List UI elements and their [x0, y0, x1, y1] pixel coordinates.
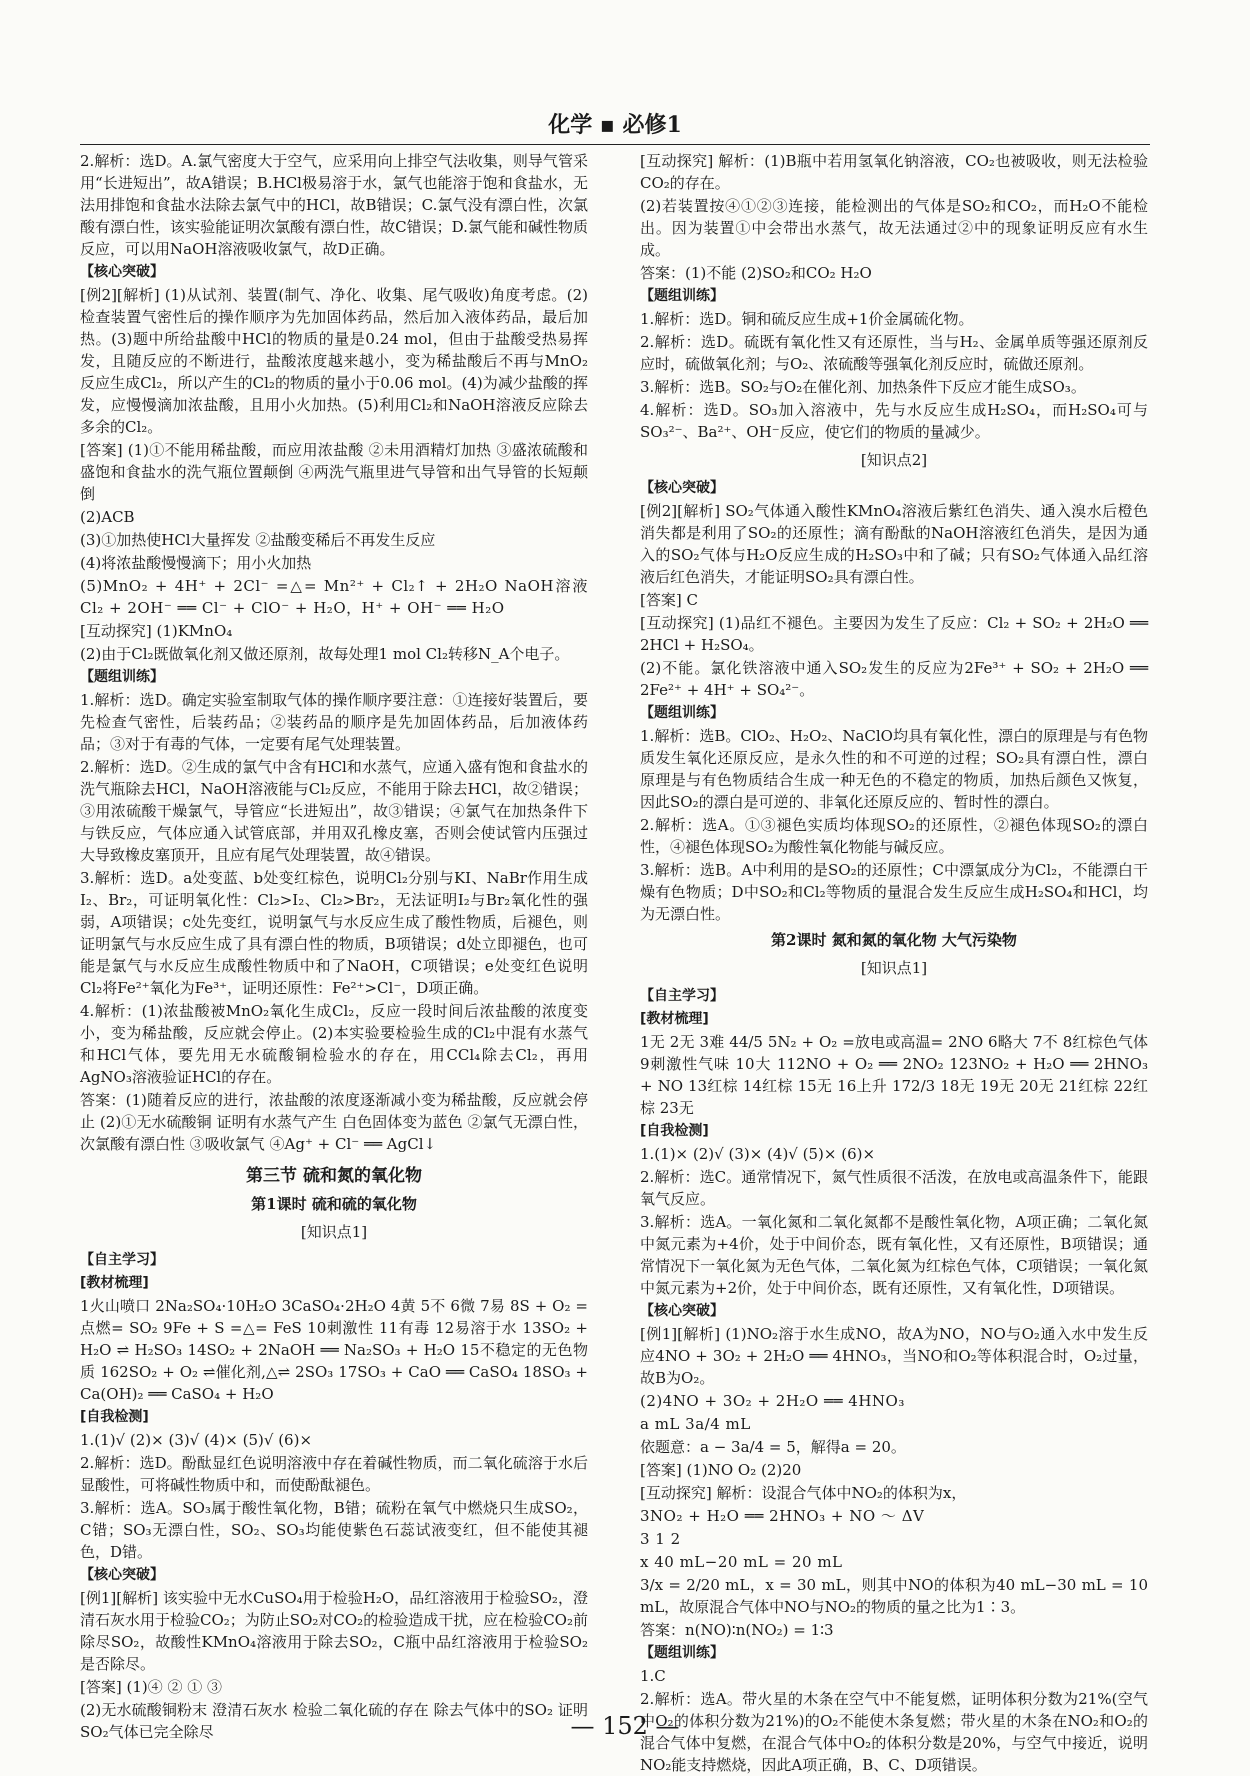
left-paragraph: 【自主学习】 [80, 1252, 164, 1268]
right-paragraph: (2)4NO + 3O₂ + 2H₂O ══ 4HNO₃ [640, 1392, 905, 1410]
left-paragraph: [互动探究] (1)KMnO₄ [80, 622, 233, 640]
left-paragraph: [例1][解析] 该实验中无水CuSO₄用于检验H₂O，品红溶液用于检验SO₂，澄清石灰水用于检验CO₂；为防止SO₂对CO₂的检验造成干扰，应在检验CO₂前除尽SO₂，故酸性KMnO₄溶液用于除去SO₂，C瓶中品红溶液用于检验SO₂是否除尽。 [80, 1589, 588, 1673]
right-paragraph: 2.解析：选D。硫既有氧化性又有还原性，当与H₂、金属单质等强还原剂反应时，硫做氧化剂；与O₂、浓硫酸等强氧化剂反应时，硫做还原剂。 [640, 333, 1148, 373]
right-paragraph: a mL 3a/4 mL [640, 1415, 751, 1433]
left-column [80, 150, 588, 1741]
right-paragraph: (2)若装置按④①②③连接，能检测出的气体是SO₂和CO₂，而H₂O不能检出。因为装置①中会带出水蒸气，故无法通过②中的现象证明反应有水生成。 [640, 197, 1148, 259]
right-paragraph: 【题组训练】 [640, 705, 724, 721]
right-paragraph: 1.C [640, 1667, 666, 1685]
right-paragraph: 3.解析：选B。SO₂与O₂在催化剂、加热条件下反应才能生成SO₃。 [640, 378, 1086, 396]
right-paragraph: [例2][解析] SO₂气体通入酸性KMnO₄溶液后紫红色消失、通入溴水后橙色消失都是利用了SO₂的还原性；滴有酚酞的NaOH溶液红色消失，是因为通入的SO₂气体与H₂O反应生成的H₂SO₃中和了碱；只有SO₂气体通入品红溶液后红色消失，才能证明SO₂具有漂白性。 [640, 502, 1148, 586]
left-paragraph: 【题组训练】 [80, 669, 164, 685]
right-paragraph: 2.解析：选A。带火星的木条在空气中不能复燃，证明体积分数为21%(空气中O₂的体积分数为21%)的O₂不能使木条复燃；带火星的木条在NO₂和O₂的混合气体中复燃，在混合气体中O₂的体积分数是20%，与空气中接近，说明NO₂能支持燃烧，因此A项正确，B、C、D项错误。 [640, 1690, 1148, 1774]
left-paragraph: (2)ACB [80, 508, 135, 526]
right-paragraph: [互动探究] (1)品红不褪色。主要因为发生了反应：Cl₂ + SO₂ + 2H₂O ══ 2HCl + H₂SO₄。 [640, 614, 1148, 654]
right-paragraph: 4.解析：选D。SO₃加入溶液中，先与水反应生成H₂SO₄，而H₂SO₄可与SO₃²⁻、Ba²⁺、OH⁻反应，使它们的物质的量减少。 [640, 401, 1148, 441]
right-paragraph: [知识点2] [860, 451, 928, 469]
right-paragraph: 1.解析：选B。ClO₂、H₂O₂、NaClO均具有氧化性，漂白的原理是与有色物质发生氧化还原反应，是永久性的和不可逆的过程；SO₂具有漂白性，漂白原理是与有色物质结合生成一种无色的不稳定的物质，加热后颜色又恢复，因此SO₂的漂白是可逆的、非氧化还原反应的、暂时性的漂白。 [640, 727, 1148, 811]
left-paragraph: 第1课时 硫和硫的氧化物 [251, 1195, 417, 1213]
left-paragraph: 2.解析：选D。酚酞显红色说明溶液中存在着碱性物质，而二氧化硫溶于水后显酸性，可将碱性物质中和，而使酚酞褪色。 [80, 1454, 588, 1494]
right-paragraph: 3.解析：选A。一氧化氮和二氧化氮都不是酸性氧化物，A项正确；二氧化氮中氮元素为+4价，处于中间价态，既有氧化性，又有还原性，B项错误；通常情况下一氧化氮为无色气体，二氧化氮为红棕色气体，C项错误；一氧化氮中氮元素为+2价，处于中间价态，既有还原性，又有氧化性，D项错误。 [640, 1213, 1148, 1297]
left-paragraph: (2)无水硫酸铜粉末 澄清石灰水 检验二氧化硫的存在 除去气体中的SO₂ 证明SO₂气体已完全除尽 [80, 1701, 588, 1741]
left-paragraph: (2)由于Cl₂既做氧化剂又做还原剂，故每处理1 mol Cl₂转移N_A个电子。 [80, 645, 570, 663]
right-paragraph: 1.(1)× (2)√ (3)× (4)√ (5)× (6)× [640, 1145, 876, 1163]
right-paragraph: 依题意：a − 3a/4 = 5，解得a = 20。 [640, 1438, 906, 1456]
right-paragraph: (2)不能。氯化铁溶液中通入SO₂发生的反应为2Fe³⁺ + SO₂ + 2H₂O ══ 2Fe²⁺ + 4H⁺ + SO₄²⁻。 [640, 659, 1148, 699]
left-paragraph: 答案：(1)随着反应的进行，浓盐酸的浓度逐渐减小变为稀盐酸，反应就会停止 (2)①无水硫酸铜 证明有水蒸气产生 白色固体变为蓝色 ②氯气无漂白性，次氯酸有漂白性 ③吸收氯气 ④Ag⁺ + Cl⁻ ══ AgCl↓ [80, 1091, 588, 1153]
page-number: — 152 — [570, 1712, 680, 1740]
left-paragraph: 1火山喷口 2Na₂SO₄·10H₂O 3CaSO₄·2H₂O 4黄 5不 6微 7易 8S + O₂ =点燃= SO₂ 9Fe + S =△= FeS 10刺激性 11有毒 12易溶于水 13SO₂ + H₂O ⇌ H₂SO₃ 14SO₂ + 2NaOH ══ Na₂SO₃ + H₂O 15不稳定的无色物质 162SO₂ + O₂ ⇌催化剂,△⇌ 2SO₃ 17SO₃ + CaO ══ CaSO₄ 18SO₃ + Ca(OH)₂ ══ CaSO₄ + H₂O [80, 1297, 588, 1403]
right-paragraph: [互动探究] 解析：(1)B瓶中若用氢氧化钠溶液，CO₂也被吸收，则无法检验CO₂的存在。 [640, 152, 1148, 192]
left-paragraph: [知识点1] [300, 1223, 368, 1241]
right-paragraph: 【核心突破】 [640, 480, 724, 496]
left-paragraph: [自我检测] [80, 1409, 149, 1425]
right-paragraph: 【题组训练】 [640, 1645, 724, 1661]
left-paragraph: 3.解析：选D。a处变蓝、b处变红棕色，说明Cl₂分别与KI、NaBr作用生成I₂、Br₂，可证明氧化性：Cl₂>I₂、Cl₂>Br₂，无法证明I₂与Br₂氧化性的强弱，A项错误；c处先变红，说明氯气与水反应生成了酸性物质，后褪色，则证明氯气与水反应生成了具有漂白性的物质，B项错误；d处立即褪色，也可能是氯气与水反应生成酸性物质中和了NaOH，C项错误；e处变红色说明Cl₂将Fe²⁺氧化为Fe³⁺，证明还原性：Fe²⁺>Cl⁻，D项正确。 [80, 869, 588, 997]
right-paragraph: 3NO₂ + H₂O ══ 2HNO₃ + NO ～ ΔV [640, 1507, 925, 1525]
right-paragraph: 3 1 2 [640, 1530, 681, 1548]
left-paragraph: (4)将浓盐酸慢慢滴下；用小火加热 [80, 554, 312, 572]
right-paragraph: 2.解析：选C。通常情况下，氮气性质很不活泼，在放电或高温条件下，能跟氧气反应。 [640, 1168, 1148, 1208]
right-paragraph: 答案：(1)不能 (2)SO₂和CO₂ H₂O [640, 264, 872, 282]
right-paragraph: 3.解析：选B。A中利用的是SO₂的还原性；C中漂氯成分为Cl₂，不能漂白干燥有色物质；D中SO₂和Cl₂等物质的量混合发生反应生成H₂SO₄和HCl，均为无漂白性。 [640, 861, 1148, 923]
page-header [80, 112, 1150, 142]
right-paragraph: [互动探究] 解析：设混合气体中NO₂的体积为x， [640, 1484, 967, 1502]
left-paragraph: [答案] (1)①不能用稀盐酸，而应用浓盐酸 ②未用酒精灯加热 ③盛浓硫酸和盛饱和食盐水的洗气瓶位置颠倒 ④两洗气瓶里进气导管和出气导管的长短颠倒 [80, 441, 588, 503]
left-paragraph: 2.解析：选D。A.氯气密度大于空气，应采用向上排空气法收集，则导气管采用“长进短出”，故A错误；B.HCl极易溶于水，氯气也能溶于饱和食盐水，无法用排饱和食盐水法除去氯气中的HCl，故B错误；C.氯气没有漂白性，次氯酸有漂白性，该实验能证明次氯酸有漂白性，故C错误；D.氯气能和碱性物质反应，可以用NaOH溶液吸收氯气，故D正确。 [80, 152, 588, 258]
right-paragraph: [答案] (1)NO O₂ (2)20 [640, 1461, 802, 1479]
right-paragraph: x 40 mL−20 mL = 20 mL [640, 1553, 843, 1571]
right-paragraph: 第2课时 氮和氮的氧化物 大气污染物 [771, 931, 1017, 949]
left-paragraph: 3.解析：选A。SO₃属于酸性氧化物，B错；硫粉在氧气中燃烧只生成SO₂，C错；SO₃无漂白性，SO₂、SO₃均能使紫色石蕊试液变红，但不能使其褪色，D错。 [80, 1499, 588, 1561]
left-paragraph: 【核心突破】 [80, 1567, 164, 1583]
left-paragraph: (3)①加热使HCl大量挥发 ②盐酸变稀后不再发生反应 [80, 531, 436, 549]
right-paragraph: [答案] C [640, 591, 698, 609]
left-paragraph: [答案] (1)④ ② ① ③ [80, 1678, 223, 1696]
left-paragraph: 第三节 硫和氮的氧化物 [246, 1166, 422, 1186]
right-paragraph: 【自主学习】 [640, 988, 724, 1004]
right-paragraph: 【题组训练】 [640, 288, 724, 304]
right-paragraph: [知识点1] [860, 959, 928, 977]
right-paragraph: 2.解析：选A。①③褪色实质均体现SO₂的还原性，②褪色体现SO₂的漂白性，④褪色体现SO₂为酸性氧化物能与碱反应。 [640, 816, 1148, 856]
right-paragraph: [自我检测] [640, 1123, 709, 1139]
right-paragraph: 1.解析：选D。铜和硫反应生成+1价金属硫化物。 [640, 310, 974, 328]
right-paragraph: 1无 2无 3难 44/5 5N₂ + O₂ =放电或高温= 2NO 6略大 7不 8红棕色气体 9刺激性气味 10大 112NO + O₂ ══ 2NO₂ 123NO₂ + H₂O ══ 2HNO₃ + NO 13红棕 14红棕 15无 16上升 172/3 18无 19无 20无 21红棕 22红棕 23无 [640, 1033, 1148, 1117]
left-paragraph: 2.解析：选D。②生成的氯气中含有HCl和水蒸气，应通入盛有饱和食盐水的洗气瓶除去HCl，NaOH溶液能与Cl₂反应，不能用于除去HCl，故②错误；③用浓硫酸干燥氯气，导管应“长进短出”，故③错误；④氯气在加热条件下与铁反应，气体应通入试管底部，并用双孔橡皮塞，否则会使试管内压强过大导致橡皮塞顶开，且应有尾气处理装置，故④错误。 [80, 758, 588, 864]
left-paragraph: 【核心突破】 [80, 264, 164, 280]
right-paragraph: 【核心突破】 [640, 1303, 724, 1319]
right-paragraph: 3/x = 2/20 mL，x = 30 mL，则其中NO的体积为40 mL−30 mL = 10 mL，故原混合气体中NO与NO₂的物质的量之比为1∶3。 [640, 1576, 1148, 1616]
left-paragraph: 1.解析：选D。确定实验室制取气体的操作顺序要注意：①连接好装置后，要先检查气密性，后装药品；②装药品的顺序是先加固体药品，后加液体药品；③对于有毒的气体，一定要有尾气处理装置。 [80, 691, 588, 753]
left-paragraph: 4.解析：(1)浓盐酸被MnO₂氧化生成Cl₂，反应一段时间后浓盐酸的浓度变小，变为稀盐酸，反应就会停止。(2)本实验要检验生成的Cl₂中混有水蒸气和HCl气体，要先用无水硫酸铜检验水的存在，用CCl₄除去Cl₂，再用AgNO₃溶液验证HCl的存在。 [80, 1002, 588, 1086]
right-paragraph: [教材梳理] [640, 1011, 709, 1027]
left-paragraph: (5)MnO₂ + 4H⁺ + 2Cl⁻ =△= Mn²⁺ + Cl₂↑ + 2H₂O NaOH溶液 Cl₂ + 2OH⁻ ══ Cl⁻ + ClO⁻ + H₂O，H⁺ + OH⁻ ══ H₂O [80, 577, 588, 617]
header-rule [80, 144, 1150, 145]
left-paragraph: 1.(1)√ (2)× (3)√ (4)× (5)√ (6)× [80, 1431, 313, 1449]
right-paragraph: 答案：n(NO)∶n(NO₂) = 1∶3 [640, 1621, 834, 1639]
header-title: 化学 ▪ 必修1 [548, 112, 682, 138]
right-paragraph: [例1][解析] (1)NO₂溶于水生成NO，故A为NO，NO与O₂通入水中发生反应4NO + 3O₂ + 2H₂O ══ 4HNO₃，当NO和O₂等体积混合时，O₂过量，故B为O₂。 [640, 1325, 1148, 1387]
right-column [640, 150, 1148, 1774]
left-paragraph: [例2][解析] (1)从试剂、装置(制气、净化、收集、尾气吸收)角度考虑。(2)检查装置气密性后的操作顺序为先加固体药品，然后加入液体药品，最后加热。(3)题中所给盐酸中HCl的物质的量是0.24 mol，但由于盐酸受热易挥发，且随反应的不断进行，盐酸浓度越来越小，变为稀盐酸后不再与MnO₂反应生成Cl₂，所以产生的Cl₂的物质的量小于0.06 mol。(4)为减少盐酸的挥发，应慢慢滴加浓盐酸，且用小火加热。(5)利用Cl₂和NaOH溶液反应除去多余的Cl₂。 [80, 286, 588, 436]
left-paragraph: [教材梳理] [80, 1275, 149, 1291]
